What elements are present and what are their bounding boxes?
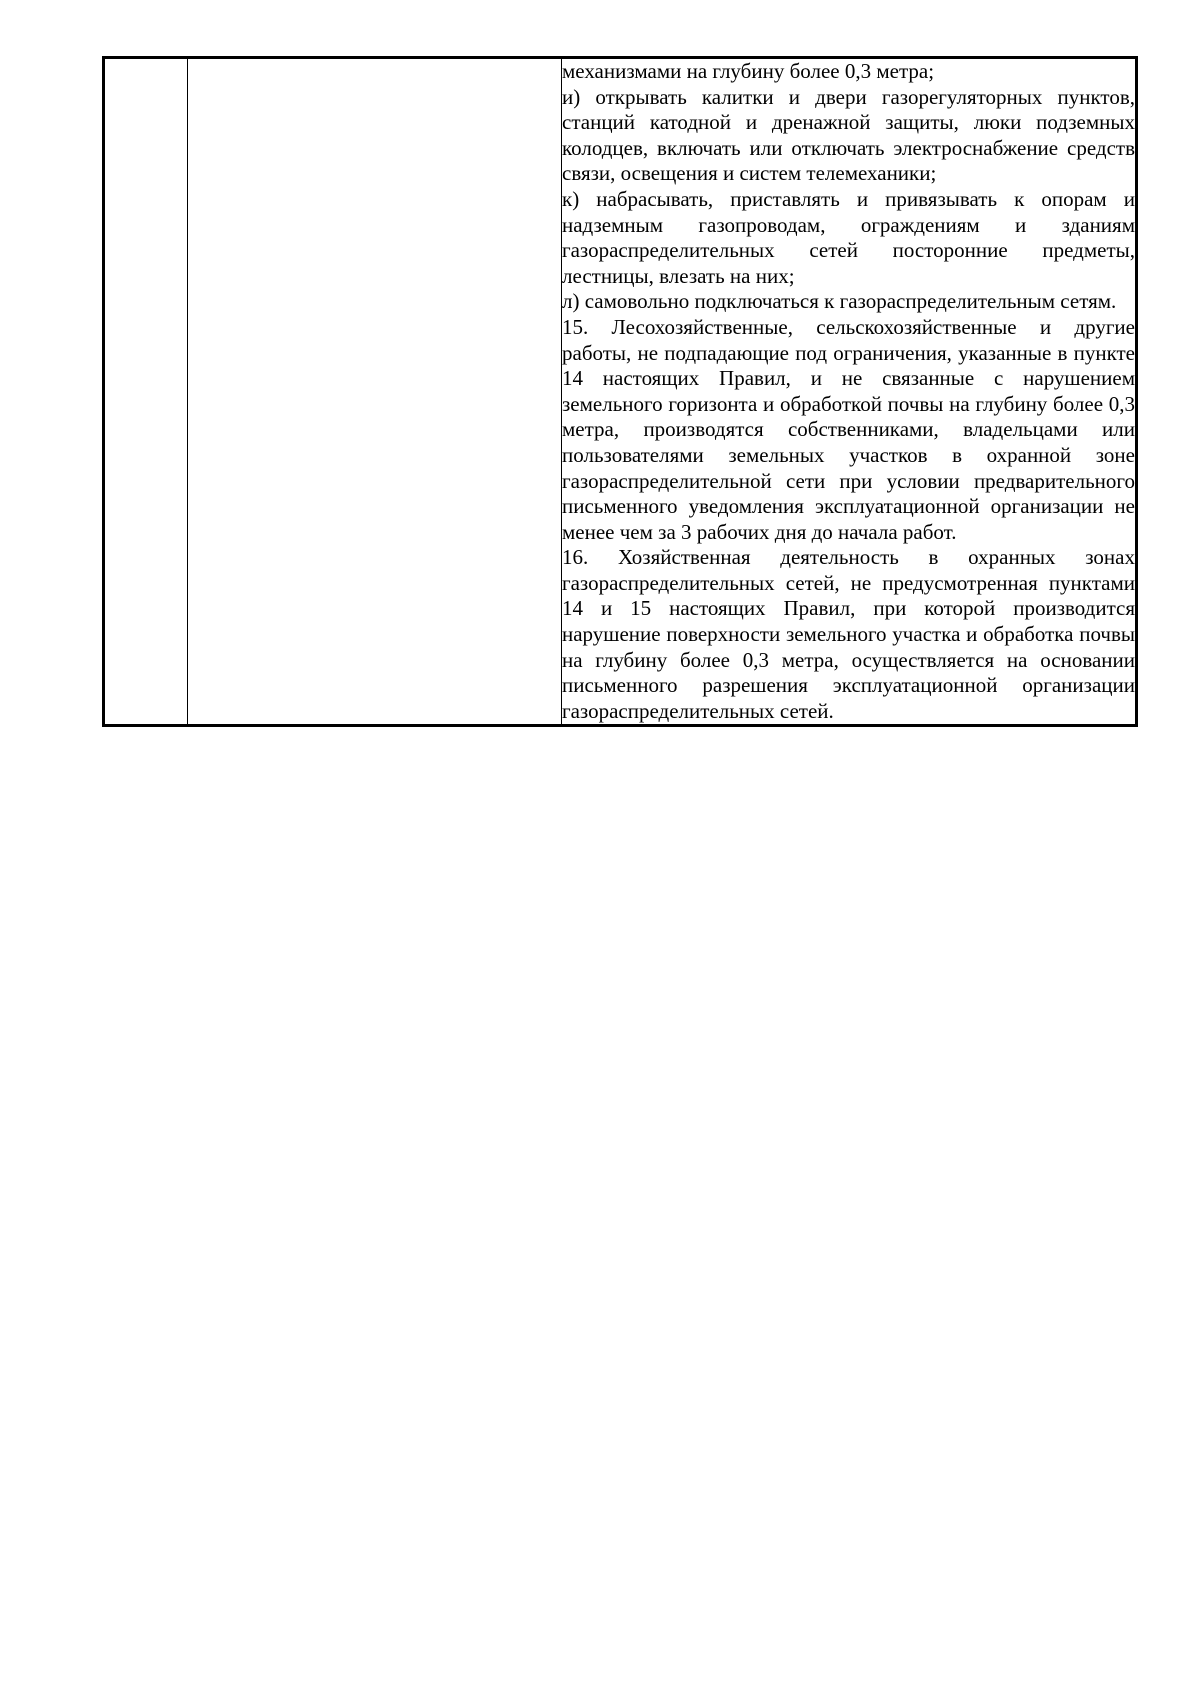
paragraph-item-k: к) набрасывать, приставлять и привязывать к опорам и надземным газопроводам, ограждениям и зданиям газораспределительных сетей посторонние предметы, лестницы, влезать на них; <box>562 186 1135 288</box>
paragraph-item-i: и) открывать калитки и двери газорегуляторных пунктов, станций катодной и дренажной защиты, люки подземных колодцев, включать или отключать электроснабжение средств связи, освещения и систем телемеханики; <box>562 84 1135 186</box>
name-cell <box>188 58 562 726</box>
text-cell <box>562 58 1137 726</box>
paragraph-16: 16. Хозяйственная деятельность в охранных зонах газораспределительных сетей, не предусмотренная пунктами 14 и 15 настоящих Правил, при которой производится нарушение поверхности земельного участка и обработка почвы на глубину более 0,3 метра, осуществляется на основании письменного разрешения эксплуатационной организации газораспределительных сетей. <box>562 545 1135 723</box>
paragraph-15: 15. Лесохозяйственные, сельскохозяйственные и другие работы, не подпадающие под ограничения, указанные в пункте 14 настоящих Правил, и не связанные с нарушением земельного горизонта и обработкой почвы на глубину более 0,3 метра, производятся собственниками, владельцами или пользователями земельных участков в охранной зоне газораспределительной сети при условии предварительного письменного уведомления эксплуатационной организации не менее чем за 3 рабочих дня до начала работ. <box>562 314 1135 544</box>
table-row <box>104 58 1137 726</box>
rules-table <box>102 56 1138 727</box>
number-cell <box>104 58 188 726</box>
paragraph-continuation: механизмами на глубину более 0,3 метра; <box>562 59 935 83</box>
paragraph-item-l: л) самовольно подключаться к газораспределительным сетям. <box>562 289 1117 314</box>
